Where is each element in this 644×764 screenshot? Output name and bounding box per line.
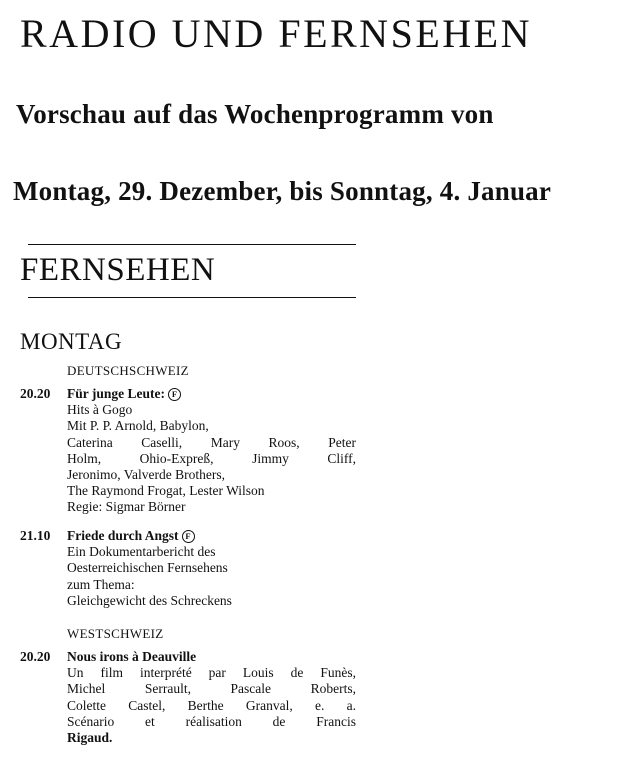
- program-detail-line: Regie: Sigmar Börner: [67, 499, 186, 515]
- program-detail-line: Rigaud.: [67, 730, 113, 746]
- program-time: 20.20: [20, 649, 51, 664]
- section-title: FERNSEHEN: [20, 252, 216, 288]
- section-bottom-rule: [28, 297, 356, 298]
- program-detail-line: Scénario et réalisation de Francis: [67, 713, 356, 729]
- program-detail-line: Mit P. P. Arnold, Babylon,: [67, 418, 209, 434]
- program-detail-line: The Raymond Frogat, Lester Wilson: [67, 483, 265, 499]
- program-detail-line: Jeronimo, Valverde Brothers,: [67, 467, 225, 483]
- program-entry: [20, 386, 356, 516]
- program-title: Friede durch Angst: [67, 528, 179, 543]
- program-time: 20.20: [20, 386, 51, 401]
- program-entry: [20, 649, 356, 746]
- program-title-row: [67, 386, 356, 402]
- program-detail-line: Caterina Caselli, Mary Roos, Peter: [67, 434, 356, 450]
- program-entry: [20, 528, 356, 609]
- section-top-rule: [28, 244, 356, 245]
- program-detail-line: Oesterreichischen Fernsehens: [67, 560, 228, 576]
- program-time: 21.10: [20, 528, 51, 543]
- program-detail-line: Un film interprété par Louis de Funès,: [67, 665, 356, 681]
- program-detail-line: zum Thema:: [67, 576, 135, 592]
- program-detail-line: Hits à Gogo: [67, 402, 133, 418]
- program-detail-line: Holm, Ohio-Expreß, Jimmy Cliff,: [67, 450, 356, 466]
- program-title: Für junge Leute:: [67, 386, 165, 401]
- program-title-row: [67, 528, 356, 544]
- program-detail-line: Colette Castel, Berthe Granval, e. a.: [67, 697, 356, 713]
- program-detail-line: Gleichgewicht des Schreckens: [67, 592, 232, 608]
- program-title: Nous irons à Deauville: [67, 649, 197, 664]
- region-heading-westschweiz: WESTSCHWEIZ: [67, 626, 164, 641]
- day-heading: MONTAG: [20, 329, 123, 354]
- program-detail-line: Ein Dokumentarbericht des: [67, 544, 216, 560]
- preview-subtitle-line-1: Vorschau auf das Wochenprogramm von: [16, 99, 494, 129]
- color-broadcast-icon: F: [182, 530, 195, 543]
- page-title: RADIO UND FERNSEHEN: [20, 11, 532, 56]
- region-heading-deutschschweiz: DEUTSCHSCHWEIZ: [67, 363, 189, 378]
- color-broadcast-icon: F: [168, 388, 181, 401]
- preview-subtitle-line-2: Montag, 29. Dezember, bis Sonntag, 4. Januar: [13, 176, 552, 206]
- program-detail-line: Michel Serrault, Pascale Roberts,: [67, 681, 356, 697]
